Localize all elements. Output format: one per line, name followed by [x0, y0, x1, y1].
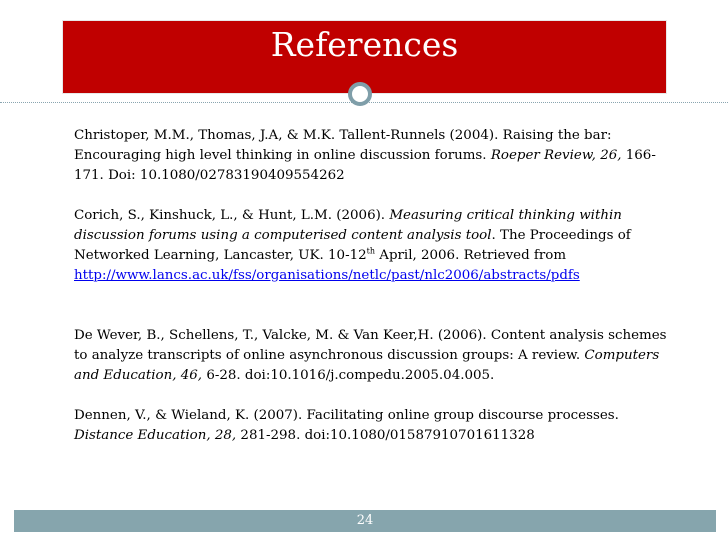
- page-number: 24: [356, 513, 374, 528]
- superscript: th: [366, 246, 376, 256]
- reference-item: [74, 326, 674, 386]
- spacer: [74, 186, 674, 206]
- footer-bar: [14, 510, 716, 532]
- reference-details: 166-171. Doi: 10.1080/02783190409554262: [74, 148, 656, 183]
- spacer: [74, 386, 674, 406]
- reference-item: [74, 206, 674, 286]
- reference-journal: Roeper Review, 26,: [490, 148, 622, 163]
- reference-link[interactable]: http://www.lancs.ac.uk/fss/organisations/netlc/past/nlc2006/abstracts/pdfs: [74, 268, 580, 283]
- reference-journal: Computers and Education, 46,: [74, 348, 660, 383]
- spacer: [74, 286, 674, 326]
- reference-authors: Corich, S., Kinshuck, L., & Hunt, L.M. (2006).: [74, 208, 386, 223]
- reference-details: . The Proceedings of Networked Learning, Lancaster, UK. 10-12: [74, 228, 631, 263]
- reference-authors: De Wever, B., Schellens, T., Valcke, M. & Van Keer,H. (2006). Content analysis schemes to analyze transcripts of online asynchronous discussion groups: A review.: [74, 328, 667, 363]
- reference-authors: Dennen, V., & Wieland, K. (2007). Facilitating online group discourse processes.: [74, 408, 619, 423]
- ring-icon: [348, 82, 372, 106]
- reference-item: [74, 406, 674, 446]
- reference-details: 6-28. doi:10.1016/j.compedu.2005.04.005.: [202, 368, 495, 383]
- reference-details: April, 2006. Retrieved from: [375, 248, 567, 263]
- reference-item: [74, 126, 674, 186]
- reference-list: [74, 126, 674, 446]
- reference-authors: Christoper, M.M., Thomas, J.A, & M.K. Tallent-Runnels (2004). Raising the bar: Encouraging high level thinking in online discussion forums.: [74, 128, 612, 163]
- reference-title: Measuring critical thinking within discussion forums using a computerised content analysis tool: [74, 208, 622, 243]
- reference-details: 281-298. doi:10.1080/01587910701611328: [236, 428, 535, 443]
- slide-title: References: [270, 25, 459, 64]
- reference-journal: Distance Education, 28,: [74, 428, 237, 443]
